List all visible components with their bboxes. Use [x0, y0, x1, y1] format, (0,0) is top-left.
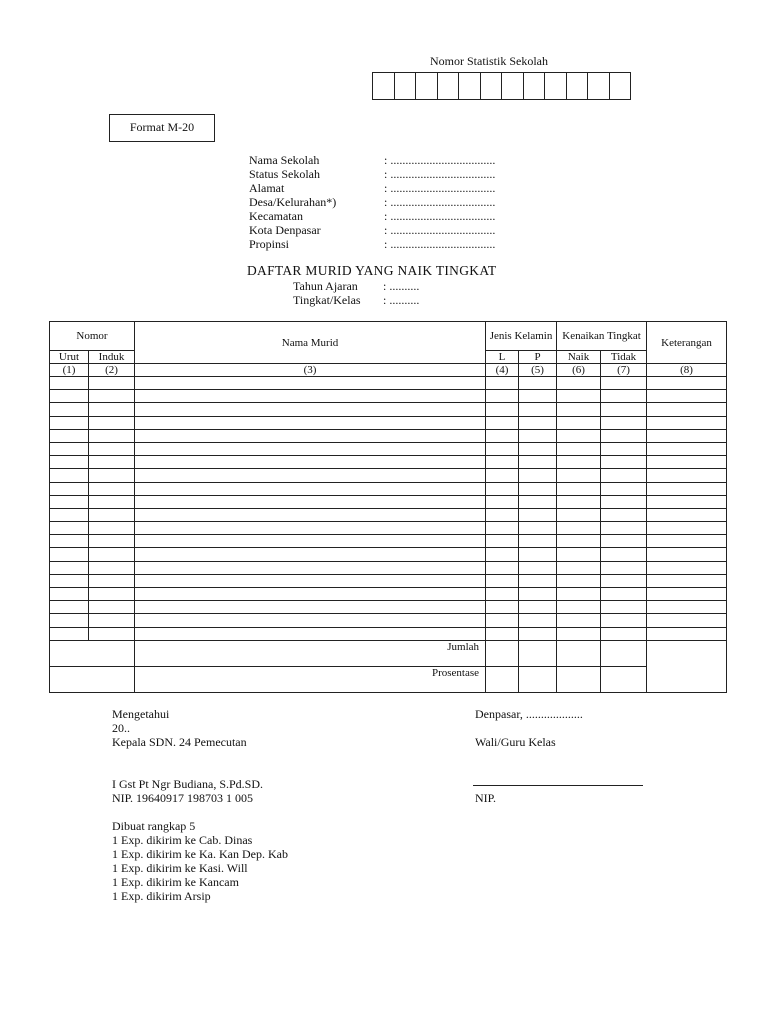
table-cell[interactable] [135, 442, 486, 455]
table-cell[interactable] [135, 535, 486, 548]
table-cell[interactable] [647, 403, 727, 416]
table-cell[interactable] [135, 482, 486, 495]
headmaster-nip: NIP. 19640917 198703 1 005 [112, 791, 254, 805]
table-row [50, 601, 727, 614]
table-cell[interactable] [135, 522, 486, 535]
table-cell[interactable] [601, 614, 647, 627]
table-cell[interactable] [486, 456, 519, 469]
nss-digit-box [373, 72, 395, 100]
table-cell[interactable] [601, 456, 647, 469]
copy-item: 1 Exp. dikirim ke Ka. Kan Dep. Kab [112, 847, 288, 861]
table-cell[interactable] [486, 588, 519, 601]
table-cell[interactable] [50, 456, 89, 469]
table-cell[interactable] [486, 495, 519, 508]
table-cell[interactable] [647, 601, 727, 614]
table-cell[interactable] [50, 429, 89, 442]
table-cell[interactable] [50, 495, 89, 508]
place-date: Denpasar, ................... [475, 707, 583, 721]
table-cell[interactable] [601, 416, 647, 429]
table-row [50, 390, 727, 403]
table-cell[interactable] [647, 390, 727, 403]
info-row [293, 293, 419, 307]
teacher-role: Wali/Guru Kelas [475, 735, 556, 749]
nss-digit-box [567, 72, 589, 100]
table-cell[interactable] [486, 469, 519, 482]
table-cell[interactable] [135, 561, 486, 574]
header-nomor: Nomor [50, 322, 135, 351]
table-cell[interactable] [647, 508, 727, 521]
table-cell[interactable] [601, 548, 647, 561]
info-value: : .......... [383, 293, 420, 307]
table-cell[interactable] [557, 535, 601, 548]
table-cell[interactable] [519, 442, 557, 455]
table-row [50, 627, 727, 640]
jumlah-cell[interactable] [557, 640, 601, 666]
table-cell[interactable] [89, 627, 135, 640]
nss-digit-box [459, 72, 481, 100]
header-naik: Naik [557, 351, 601, 364]
column-number: (6) [557, 364, 601, 377]
table-cell[interactable] [647, 416, 727, 429]
table-cell[interactable] [601, 535, 647, 548]
table-cell[interactable] [89, 403, 135, 416]
nss-digit-box [502, 72, 524, 100]
table-cell[interactable] [135, 456, 486, 469]
table-cell[interactable] [486, 442, 519, 455]
table-cell[interactable] [89, 416, 135, 429]
info-value: : ................................... [384, 167, 496, 181]
jumlah-label: Jumlah [135, 640, 486, 666]
table-cell[interactable] [557, 456, 601, 469]
column-number: (2) [89, 364, 135, 377]
table-cell[interactable] [50, 548, 89, 561]
table-row [50, 469, 727, 482]
table-cell[interactable] [135, 574, 486, 587]
copies-list [112, 819, 288, 903]
nss-title: Nomor Statistik Sekolah [430, 54, 548, 68]
table-row [50, 522, 727, 535]
header-jenis-kelamin: Jenis Kelamin [486, 322, 557, 351]
table-cell[interactable] [601, 442, 647, 455]
table-cell[interactable] [486, 403, 519, 416]
table-cell[interactable] [50, 390, 89, 403]
info-value: : ................................... [384, 237, 496, 251]
prosentase-cell[interactable] [557, 666, 601, 692]
table-cell[interactable] [50, 377, 89, 390]
info-label: Nama Sekolah [249, 153, 320, 167]
table-cell[interactable] [647, 574, 727, 587]
info-label: Tingkat/Kelas [293, 293, 361, 307]
info-label: Propinsi [249, 237, 290, 251]
table-cell[interactable] [557, 614, 601, 627]
page-title: DAFTAR MURID YANG NAIK TINGKAT [247, 263, 497, 278]
table-cell[interactable] [519, 456, 557, 469]
table-cell[interactable] [557, 377, 601, 390]
table-cell[interactable] [50, 561, 89, 574]
table-cell[interactable] [519, 627, 557, 640]
table-cell[interactable] [89, 522, 135, 535]
signature-line [473, 785, 643, 786]
table-cell[interactable] [89, 495, 135, 508]
table-cell[interactable] [89, 548, 135, 561]
nss-boxes [372, 72, 631, 100]
table-cell[interactable] [89, 614, 135, 627]
info-value: : ................................... [384, 181, 496, 195]
table-row [50, 495, 727, 508]
table-cell[interactable] [601, 522, 647, 535]
table-cell[interactable] [601, 377, 647, 390]
table-cell[interactable] [135, 469, 486, 482]
info-row [249, 223, 495, 237]
copy-item: 1 Exp. dikirim Arsip [112, 889, 211, 903]
table-cell[interactable] [519, 588, 557, 601]
copy-item: 1 Exp. dikirim ke Cab. Dinas [112, 833, 253, 847]
table-cell[interactable] [647, 561, 727, 574]
prosentase-cell[interactable] [601, 666, 647, 692]
table-cell[interactable] [135, 377, 486, 390]
table-cell[interactable] [519, 429, 557, 442]
table-cell[interactable] [50, 442, 89, 455]
info-label: Tahun Ajaran [293, 279, 358, 293]
table-cell[interactable] [519, 508, 557, 521]
table-cell[interactable] [601, 588, 647, 601]
info-label: Kota Denpasar [249, 223, 321, 237]
table-row [50, 535, 727, 548]
table-cell[interactable] [557, 627, 601, 640]
table-cell[interactable] [135, 614, 486, 627]
table-cell[interactable] [486, 416, 519, 429]
table-cell[interactable] [135, 390, 486, 403]
copy-item: 1 Exp. dikirim ke Kasi. Will [112, 861, 248, 875]
table-cell[interactable] [601, 469, 647, 482]
table-cell[interactable] [486, 535, 519, 548]
summary-blank [50, 666, 135, 692]
table-cell[interactable] [486, 429, 519, 442]
info-row [249, 181, 495, 195]
table-cell[interactable] [601, 508, 647, 521]
table-row [50, 429, 727, 442]
table-cell[interactable] [486, 390, 519, 403]
table-cell[interactable] [50, 416, 89, 429]
table-cell[interactable] [486, 548, 519, 561]
table-cell[interactable] [486, 601, 519, 614]
jumlah-cell[interactable] [601, 640, 647, 666]
table-cell[interactable] [601, 482, 647, 495]
table-cell[interactable] [89, 535, 135, 548]
table-cell[interactable] [519, 495, 557, 508]
table-cell[interactable] [50, 601, 89, 614]
student-table [49, 321, 727, 693]
table-cell[interactable] [89, 482, 135, 495]
nss-digit-box [610, 72, 632, 100]
table-cell[interactable] [519, 548, 557, 561]
header-induk: Induk [89, 351, 135, 364]
column-number: (8) [647, 364, 727, 377]
table-cell[interactable] [519, 601, 557, 614]
info-label: Kecamatan [249, 209, 303, 223]
table-cell[interactable] [647, 377, 727, 390]
table-cell[interactable] [519, 522, 557, 535]
table-cell[interactable] [519, 561, 557, 574]
table-cell[interactable] [557, 508, 601, 521]
nss-digit-box [395, 72, 417, 100]
info-value: : ................................... [384, 209, 496, 223]
info-value: : ................................... [384, 195, 496, 209]
table-cell[interactable] [50, 627, 89, 640]
table-cell[interactable] [89, 469, 135, 482]
table-cell[interactable] [647, 429, 727, 442]
table-row [50, 416, 727, 429]
info-row [249, 153, 495, 167]
jumlah-row [50, 640, 727, 666]
table-cell[interactable] [50, 588, 89, 601]
table-cell[interactable] [647, 588, 727, 601]
table-cell[interactable] [89, 508, 135, 521]
table-cell[interactable] [135, 588, 486, 601]
table-cell[interactable] [135, 429, 486, 442]
table-cell[interactable] [647, 522, 727, 535]
table-cell[interactable] [89, 429, 135, 442]
column-number: (4) [486, 364, 519, 377]
table-cell[interactable] [486, 522, 519, 535]
info-label: Status Sekolah [249, 167, 320, 181]
summary-keterangan [647, 640, 727, 692]
table-cell[interactable] [557, 482, 601, 495]
table-cell[interactable] [557, 561, 601, 574]
column-number: (7) [601, 364, 647, 377]
nss-digit-box [545, 72, 567, 100]
teacher-nip: NIP. [475, 791, 497, 805]
jumlah-cell[interactable] [486, 640, 519, 666]
format-label: Format M-20 [109, 114, 215, 142]
table-cell[interactable] [519, 403, 557, 416]
school-info [249, 153, 495, 251]
table-cell[interactable] [647, 442, 727, 455]
table-cell[interactable] [50, 574, 89, 587]
table-cell[interactable] [50, 469, 89, 482]
table-cell[interactable] [486, 627, 519, 640]
table-cell[interactable] [647, 495, 727, 508]
table-row [50, 614, 727, 627]
table-cell[interactable] [647, 482, 727, 495]
table-cell[interactable] [647, 548, 727, 561]
column-number: (1) [50, 364, 89, 377]
table-cell[interactable] [601, 561, 647, 574]
table-cell[interactable] [557, 548, 601, 561]
table-cell[interactable] [601, 403, 647, 416]
jumlah-cell[interactable] [519, 640, 557, 666]
table-cell[interactable] [601, 429, 647, 442]
info-row [293, 279, 419, 293]
table-row [50, 561, 727, 574]
header-p: P [519, 351, 557, 364]
table-cell[interactable] [557, 574, 601, 587]
header-urut: Urut [50, 351, 89, 364]
table-cell[interactable] [557, 495, 601, 508]
table-cell[interactable] [89, 442, 135, 455]
signature-right [475, 707, 583, 805]
table-cell[interactable] [50, 508, 89, 521]
prosentase-cell[interactable] [486, 666, 519, 692]
table-cell[interactable] [519, 469, 557, 482]
table-cell[interactable] [486, 508, 519, 521]
table-row [50, 482, 727, 495]
table-cell[interactable] [519, 574, 557, 587]
info-value: : ................................... [384, 223, 496, 237]
table-cell[interactable] [135, 627, 486, 640]
table-cell[interactable] [601, 601, 647, 614]
table-cell[interactable] [89, 601, 135, 614]
info-value: : ................................... [384, 153, 496, 167]
info-row [249, 195, 495, 209]
nss-digit-box [481, 72, 503, 100]
table-cell[interactable] [486, 482, 519, 495]
header-keterangan: Keterangan [647, 322, 727, 364]
table-cell[interactable] [601, 390, 647, 403]
table-cell[interactable] [135, 416, 486, 429]
table-cell[interactable] [50, 535, 89, 548]
mengetahui-label: Mengetahui [112, 707, 170, 721]
table-cell[interactable] [89, 377, 135, 390]
table-row [50, 403, 727, 416]
table-cell[interactable] [557, 469, 601, 482]
table-cell[interactable] [486, 377, 519, 390]
table-cell[interactable] [647, 627, 727, 640]
table-row [50, 377, 727, 390]
table-cell[interactable] [50, 614, 89, 627]
copy-item: 1 Exp. dikirim ke Kancam [112, 875, 239, 889]
table-cell[interactable] [557, 429, 601, 442]
table-cell[interactable] [519, 416, 557, 429]
table-cell[interactable] [89, 561, 135, 574]
table-cell[interactable] [486, 574, 519, 587]
table-row [50, 588, 727, 601]
column-number: (5) [519, 364, 557, 377]
table-cell[interactable] [89, 588, 135, 601]
headmaster-role: Kepala SDN. 24 Pemecutan [112, 735, 247, 749]
table-cell[interactable] [519, 377, 557, 390]
table-cell[interactable] [647, 535, 727, 548]
info-row [249, 237, 495, 251]
table-cell[interactable] [647, 469, 727, 482]
headmaster-name: I Gst Pt Ngr Budiana, S.Pd.SD. [112, 777, 264, 791]
header-tidak: Tidak [601, 351, 647, 364]
year-label: 20.. [112, 721, 130, 735]
table-cell[interactable] [557, 416, 601, 429]
table-row [50, 574, 727, 587]
sub-info [293, 279, 419, 307]
table-cell[interactable] [135, 548, 486, 561]
copies-title: Dibuat rangkap 5 [112, 819, 196, 833]
nss-digit-box [588, 72, 610, 100]
info-row [249, 167, 495, 181]
table-cell[interactable] [557, 442, 601, 455]
info-value: : .......... [383, 279, 420, 293]
table-cell[interactable] [647, 614, 727, 627]
table-cell[interactable] [519, 390, 557, 403]
table-cell[interactable] [135, 403, 486, 416]
header-nama-murid: Nama Murid [135, 322, 486, 364]
info-label: Desa/Kelurahan*) [249, 195, 337, 209]
prosentase-row [50, 666, 727, 692]
table-cell[interactable] [486, 561, 519, 574]
nss-digit-box [524, 72, 546, 100]
info-label: Alamat [249, 181, 285, 195]
header-kenaikan-tingkat: Kenaikan Tingkat [557, 322, 647, 351]
table-row [50, 508, 727, 521]
table-cell[interactable] [601, 627, 647, 640]
table-row [50, 456, 727, 469]
table-cell[interactable] [486, 614, 519, 627]
nss-digit-box [438, 72, 460, 100]
table-cell[interactable] [89, 390, 135, 403]
table-cell[interactable] [135, 508, 486, 521]
table-cell[interactable] [647, 456, 727, 469]
table-cell[interactable] [89, 574, 135, 587]
table-cell[interactable] [557, 588, 601, 601]
nss-digit-box [416, 72, 438, 100]
header-l: L [486, 351, 519, 364]
table-cell[interactable] [519, 614, 557, 627]
table-cell[interactable] [50, 522, 89, 535]
table-row [50, 442, 727, 455]
summary-blank [50, 640, 135, 666]
table-cell[interactable] [50, 482, 89, 495]
prosentase-label: Prosentase [135, 666, 486, 692]
table-cell[interactable] [519, 482, 557, 495]
table-cell[interactable] [557, 390, 601, 403]
column-number: (3) [135, 364, 486, 377]
table-cell[interactable] [89, 456, 135, 469]
prosentase-cell[interactable] [519, 666, 557, 692]
table-cell[interactable] [135, 495, 486, 508]
table-cell[interactable] [557, 601, 601, 614]
table-cell[interactable] [557, 522, 601, 535]
table-cell[interactable] [50, 403, 89, 416]
table-cell[interactable] [557, 403, 601, 416]
table-cell[interactable] [601, 574, 647, 587]
table-cell[interactable] [519, 535, 557, 548]
table-cell[interactable] [135, 601, 486, 614]
signature-left [112, 707, 263, 805]
table-cell[interactable] [601, 495, 647, 508]
info-row [249, 209, 495, 223]
table-row [50, 548, 727, 561]
